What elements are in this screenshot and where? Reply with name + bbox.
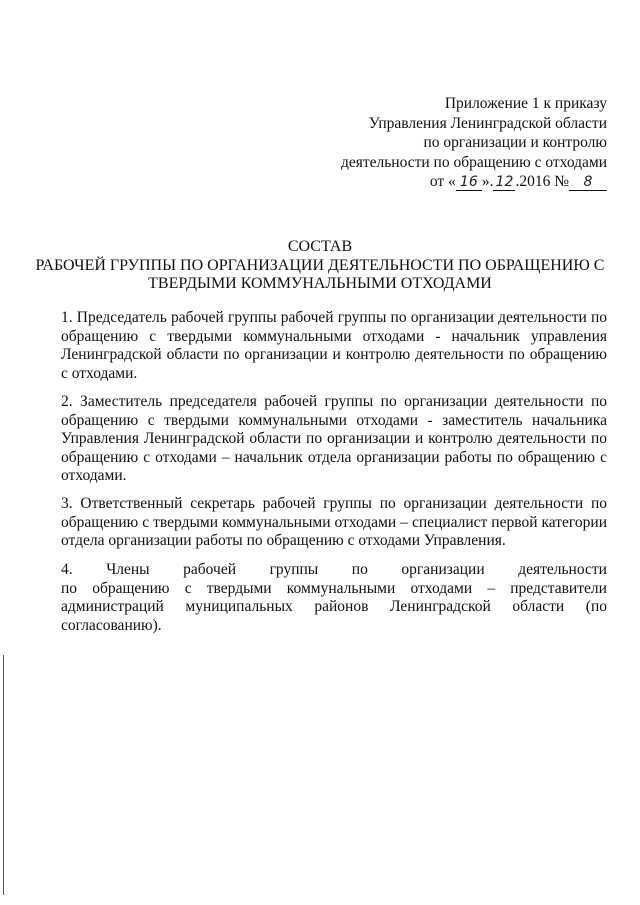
word: деятельности bbox=[518, 561, 607, 578]
word: отходами bbox=[410, 579, 473, 597]
word: Члены bbox=[106, 561, 150, 578]
handwritten-month: 12 bbox=[493, 175, 515, 191]
word: организации bbox=[401, 561, 485, 578]
word: представители bbox=[510, 579, 607, 597]
date-prefix: от « bbox=[429, 173, 456, 190]
word: по bbox=[61, 579, 78, 597]
word: твердыми bbox=[206, 579, 272, 597]
list-item: 1. Председатель рабочей группы рабочей группы по организации деятельности по обращению с твердыми коммунальными отходами - начальник управления Ленинградской области по организации и контролю деятельности по обращению с отходами. bbox=[61, 309, 607, 382]
item4-line2 bbox=[61, 580, 607, 599]
date-separator: ». bbox=[481, 173, 494, 190]
appendix-line: Приложение 1 к приказу bbox=[444, 95, 607, 112]
handwritten-order-number: 8 bbox=[569, 175, 607, 191]
appendix-date-line bbox=[341, 172, 607, 192]
list-item: 3. Ответственный секретарь рабочей группы по организации деятельности по обращению с твердыми коммунальными отходами – специалист первой категории отдела организации работы по обращению с отходами Управления. bbox=[61, 495, 607, 550]
word: с bbox=[184, 579, 192, 597]
handwritten-day: 16 bbox=[456, 175, 482, 191]
title-line: РАБОЧЕЙ ГРУППЫ ПО ОРГАНИЗАЦИИ ДЕЯТЕЛЬНОСТИ ПО ОБРАЩЕНИЮ С bbox=[35, 256, 605, 274]
item4-line3: администраций муниципальных районов Ленинградской области (по согласованию). bbox=[61, 598, 607, 634]
title-line: ТВЕРДЫМИ КОММУНАЛЬНЫМИ ОТХОДАМИ bbox=[148, 275, 492, 292]
document-title bbox=[20, 238, 620, 294]
title-line: СОСТАВ bbox=[287, 238, 353, 255]
appendix-line: деятельности по обращению с отходами bbox=[340, 153, 607, 171]
list-item bbox=[61, 561, 607, 635]
appendix-line: Управления Ленинградской области bbox=[368, 114, 607, 132]
word: по bbox=[351, 561, 368, 578]
appendix-line: по организации и контролю bbox=[423, 134, 607, 151]
appendix-header bbox=[341, 94, 607, 192]
item4-line1 bbox=[61, 561, 607, 580]
date-year: .2016 № bbox=[515, 173, 569, 190]
word: – bbox=[487, 579, 496, 597]
scan-edge-line bbox=[3, 655, 4, 895]
word: коммунальными bbox=[286, 579, 396, 597]
word: обращению bbox=[92, 579, 170, 597]
word: группы bbox=[269, 561, 319, 578]
list-item: 2. Заместитель председателя рабочей группы по организации деятельности по обращению с твердыми коммунальными отходами - заместитель начальника Управления Ленинградской области по организации и контролю деятельности по обращению с отходами – начальник отдела организации работы по обращению с отходами. bbox=[61, 393, 607, 485]
word: 4. bbox=[61, 561, 73, 578]
word: рабочей bbox=[183, 561, 236, 578]
